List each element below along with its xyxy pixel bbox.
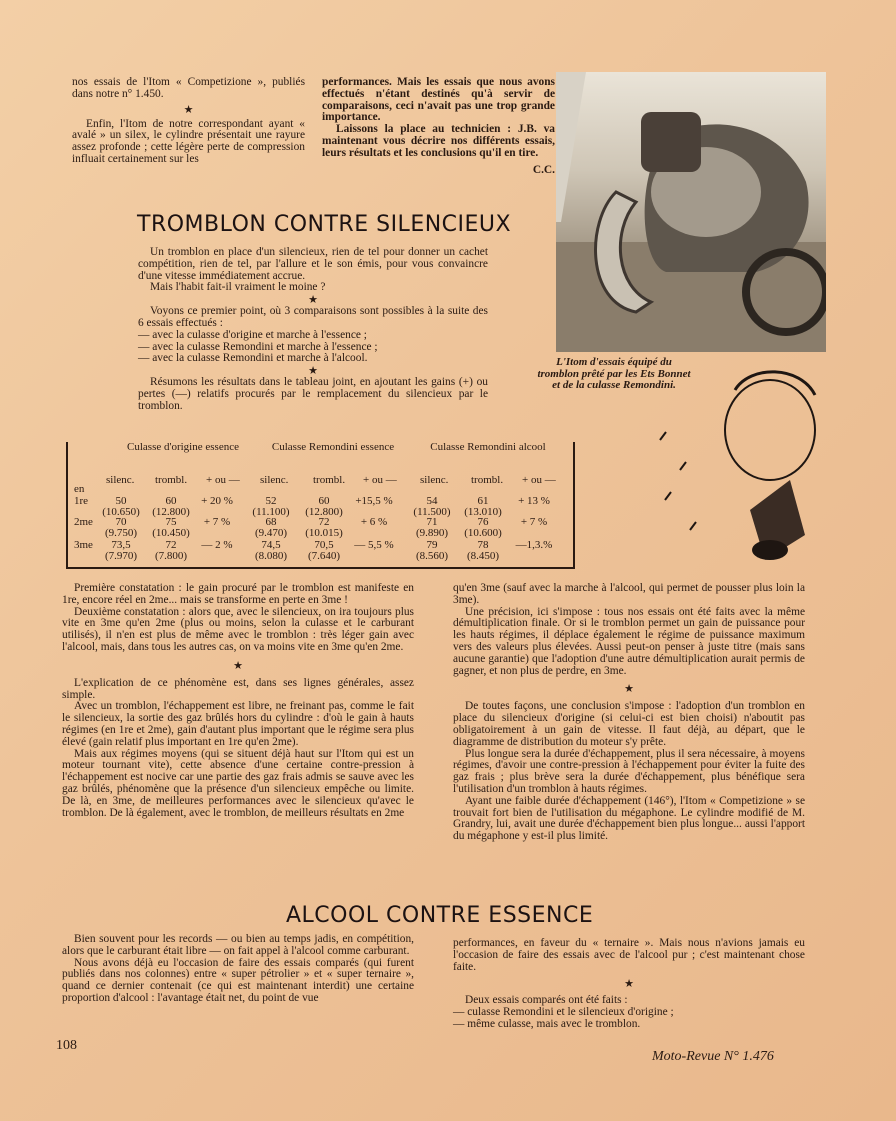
lower-left-column [62,583,414,819]
table-cell: (9.470) [254,527,288,539]
table-cell: (8.080) [254,550,288,562]
section2-left [62,934,414,1005]
star-separator: ★ [233,659,243,672]
paragraph: Laissons la place au technicien : J.B. va maintenant vous décrire nos différents essais, leurs résultats et les conclusions qu'il en tire. [322,123,555,159]
table-subheader: trombl. [155,474,188,486]
paragraph: Une précision, ici s'impose : tous nos essais ont été faits avec la même démultiplication finale. Or si le tromblon permet un gain de puissance pour les hauts régimes, il déplace également le régime de puissance maximum vers des valeurs plus élevées. Aussi peut-on penser à juste titre (mais sans aucune garantie) que l'adoption d'une autre démultiplication aurait permis de gagner, et non plus de perdre, en 3me. [453,605,805,677]
table-cell: (7.800) [154,550,188,562]
star-separator: ★ [624,683,634,696]
paragraph: De toutes façons, une conclusion s'impose : l'adoption d'un tromblon en place du silencieux d'origine (si celui-ci est bien choisi) n'aboutit pas obligatoirement à un gain de vitesse. Il faut déjà, au départ, que le diagramme de distribution du moteur s'y prête. [453,700,805,748]
paragraph: Plus longue sera la durée d'échappement, plus il sera nécessaire, à moyens régimes, d'avoir une contre-pression à l'échappement pour éviter la fuite des gaz frais ; plus brève sera la durée d'échappement, plus bénéfique sera l'utilisation d'un tromblon à hauts régimes. [453,747,805,795]
cartoon-illustration [640,360,840,570]
table-cell: 78 [477,539,489,551]
paragraph: qu'en 3me (sauf avec la marche à l'alcool, qui permet de pousser plus loin la 3me). [453,582,805,606]
table-subheader: silenc. [420,474,449,486]
table-cell: (7.970) [104,550,138,562]
magazine-name [652,1049,774,1065]
magazine-title: Moto-Revue [652,1049,721,1064]
table-cell: (12.800) [152,506,190,518]
paragraph: Deux essais comparés ont été faits : [465,994,628,1007]
star-separator: ★ [308,365,318,378]
table-cell: (11.500) [413,506,451,518]
paragraph: Ayant une faible durée d'échappement (146°), l'Itom « Competizione » se trouvait fort bien de l'utilisation du mégaphone. Le cylindre modifié de M. Grandry, lui, avait une durée d'échappement bien plus longue... aussi l'apport du mégaphone y est-il plus limité. [453,794,805,843]
list-item: — culasse Remondini et le silencieux d'origine ; [453,1006,674,1019]
table-cell: 70 [115,516,127,528]
table-cell: 79 [426,539,438,551]
list-item: — avec la culasse d'origine et marche à l'essence ; [138,328,367,341]
results-table [66,442,575,569]
paragraph: Nous avons déjà eu l'occasion de faire des essais comparés (qui furent publiés dans nos colonnes) entre « super pétrolier » et « super ternaire », quand ce dernier contenait (ce qui est maintenant interdit) une certaine proportion d'alcool : l'avantage était net, du point de vue [62,956,414,1004]
table-row-label: 2me [74,516,93,528]
table-subheader: + ou — [522,474,556,486]
table-cell: (8.560) [415,550,449,562]
section-title: TROMBLON CONTRE SILENCIEUX [137,212,512,237]
table-cell: 76 [477,516,489,528]
table-cell: + 7 % [520,516,548,528]
table-cell: (13.010) [464,506,502,518]
engine-illustration [556,72,826,352]
table-cell: + 20 % [201,495,233,507]
page-number: 108 [56,1038,77,1053]
list-item: — avec la culasse Remondini et marche à l'alcool. [138,352,368,365]
table-cell: 72 [318,516,330,528]
paragraph: Voyons ce premier point, où 3 comparaisons sont possibles à la suite des 6 essais effectués : [138,305,488,329]
list-item: — avec la culasse Remondini et marche à l'essence ; [138,340,378,353]
paragraph: Mais aux régimes moyens (qui se situent déjà haut sur l'Itom qui est un moteur tournant vite), cette absence d'une certaine contre-pression à l'échappement est nocive car une partie des gaz frais admis se sauve avec les gaz brûlés, phénomène que la présence d'un silencieux empêche ou limite. De là, en 3me, de meilleures performances avec le silencieux qu'avec le tromblon. De là également, avec le tromblon, de meilleurs résultats en 2me [62,747,414,819]
table-cell: 61 [477,495,489,507]
paragraph: Mais l'habit fait-il vraiment le moine ? [150,281,326,294]
paragraph: performances. Mais les essais que nous avons effectués n'étant destinés qu'à servir de comparaisons, ceci n'avait pas une trop grande importance. [322,76,555,124]
section-title: ALCOOL CONTRE ESSENCE [286,903,594,928]
table-cell: 68 [265,516,277,528]
table-subheader: trombl. [313,474,346,486]
section2-right [453,938,805,1031]
table-cell: (8.450) [466,550,500,562]
star-separator: ★ [183,103,194,116]
paragraph: performances, en faveur du « ternaire ». Mais nous n'avions jamais eu l'occasion de faire des essais avec de l'alcool pur ; c'est maintenant chose faite. [453,937,805,973]
paragraph: Avec un tromblon, l'échappement est libre, ne freinant pas, comme le fait le silencieux, la sortie des gaz brûlés hors du cylindre : d'où le gain à hauts régimes (en 1re et 2me), gain d'autant plus important que le régime sera plus élevé (gain relatif plus important en 1re qu'en 2me). [62,700,414,748]
table-cell: (9.890) [415,527,449,539]
paragraph: Deuxième constatation : alors que, avec le silencieux, on ira toujours plus vite en 3me qu'en 2me (plus ou moins, selon la culasse et le carburant utilisés), il n'en est plus de même avec le tromblon : très léger gain avec l'alcool, mais, dans tous les autres cas, on va moins vite en 3me qu'en 2me. [62,605,414,653]
section1-intro [138,247,488,413]
table-cell: (10.650) [102,506,140,518]
paragraph: Un tromblon en place d'un silencieux, rien de tel pour donner un cachet compétition, rien de tel, par l'allure et le son émis, pour vous convaincre d'une vitesse immédiatement accrue. [138,246,488,282]
motorcycle-photo [556,72,826,352]
paragraph: nos essais de l'Itom « Competizione », publiés dans notre n° 1.450. [72,76,305,100]
signature: C.C. [532,163,555,176]
top-left-column [72,77,305,166]
table-cell: — 2 % [201,539,233,551]
table-cell: (10.450) [152,527,190,539]
table-cell: 60 [318,495,330,507]
table-cell: 74,5 [261,539,281,551]
table-cell: +15,5 % [355,495,393,507]
table-cell: 75 [165,516,177,528]
table-group-header: Culasse d'origine essence [127,441,239,453]
table-cell: 70,5 [314,539,334,551]
table-subheader: + ou — [363,474,397,486]
table-cell: (7.640) [307,550,341,562]
issue-number: N° 1.476 [723,1049,774,1064]
table-cell: (9.750) [104,527,138,539]
list-item: — même culasse, mais avec le tromblon. [453,1017,641,1030]
table-row-label: 3me [74,539,93,551]
table-group-header: Culasse Remondini alcool [430,441,546,453]
table-cell: 72 [165,539,177,551]
table-subheader: trombl. [471,474,504,486]
star-separator: ★ [624,978,634,991]
table-cell: (10.015) [305,527,343,539]
table-row-header: en [74,483,85,495]
paragraph: Bien souvent pour les records — ou bien au temps jadis, en compétition, alors que le carburant était libre — on fait appel à l'alcool comme carburant. [62,933,414,957]
lower-right-column [453,583,805,843]
paragraph: L'explication de ce phénomène est, dans ses lignes générales, assez simple. [62,676,414,701]
table-cell: 73,5 [111,539,131,551]
paragraph: Enfin, l'Itom de notre correspondant ayant « avalé » un silex, le cylindre présentait une rayure assez profonde ; cette légère perte de compression influait certainement sur les [72,117,305,165]
table-subheader: silenc. [106,474,135,486]
paragraph: Résumons les résultats dans le tableau joint, en ajoutant les gains (+) ou pertes (—) relatifs procurés par le remplacement du silencieux par le tromblon. [138,376,488,412]
table-cell: + 7 % [203,516,231,528]
table-group-header: Culasse Remondini essence [271,441,395,453]
star-separator: ★ [308,294,318,307]
table-cell: —1,3.% [515,539,553,551]
top-right-column [322,77,555,176]
paragraph: Première constatation : le gain procuré par le tromblon est manifeste en 1re, encore réel en 2me... mais se transforme en perte en 3me ! [62,582,414,606]
table-cell: 71 [426,516,438,528]
table-cell: (10.600) [464,527,502,539]
table-row-label: 1re [74,495,89,507]
table-cell: 52 [265,495,277,507]
table-cell: 60 [165,495,177,507]
table-cell: — 5,5 % [354,539,394,551]
table-subheader: + ou — [206,474,240,486]
table-cell: (12.800) [305,506,343,518]
table-cell: + 6 % [360,516,388,528]
table-subheader: silenc. [260,474,289,486]
photo-caption: L'Itom d'essais équipé du tromblon prêté par les Ets Bonnet et de la culasse Remondini. [537,356,691,391]
table-cell: 54 [426,495,438,507]
table-cell: 50 [115,495,127,507]
table-cell: + 13 % [518,495,550,507]
table-cell: (11.100) [252,506,290,518]
